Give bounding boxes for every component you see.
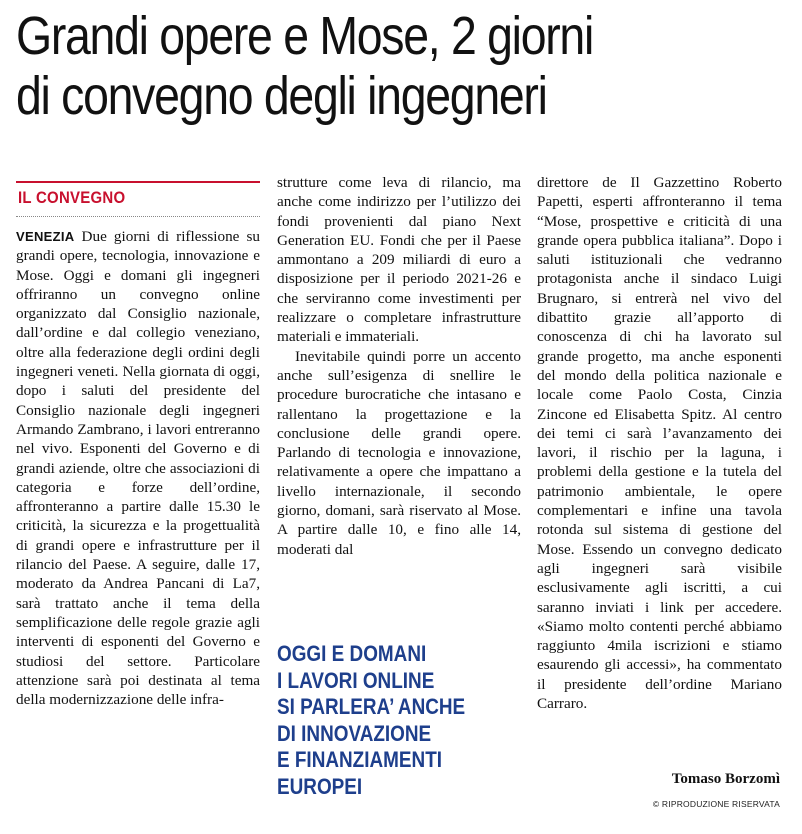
column-1 [16, 227, 260, 709]
headline-line-2: di convegno degli ingegneri [16, 66, 547, 126]
pull-quote-line: DI INNOVAZIONE [277, 720, 432, 746]
author-byline: Tomaso Borzomì [671, 771, 780, 787]
paragraph-text: Due giorni di riflessione su grandi opere, tecnologia, innovazione e Mose. Oggi e domani gli ingegneri offriranno un convegno online organizzato dal Consiglio nazionale, dall’ordine e dal collegio veneziano, oltre alla federazione degli ordini degli ingegneri veneti. Nella giornata di oggi, dopo i saluti del presidente del Consiglio nazionale degli ingegneri Armando Zambrano, i lavori entreranno nel vivo. Esponenti del Governo e di grandi aziende, oltre che associazioni di categoria e forze dell’ordine, affronteranno a partire dalle 15.30 le criticità, la sicurezza e la progettualità di grandi opere e infrastrutture per il rilancio del Paese. A seguire, dalle 17, moderato da Andrea Pancani di La7, sarà trattato anche il tema della semplificazione delle regole grazie agli interventi di esponenti del Governo e studiosi del settore. Particolare attenzione sarà poi destinata al tema della modernizzazione delle infra- [16, 228, 260, 709]
headline-line-1: Grandi opere e Mose, 2 giorni [16, 6, 593, 66]
section-kicker: IL CONVEGNO [18, 188, 126, 207]
pull-quote [277, 641, 487, 800]
pull-quote-line: I LAVORI ONLINE [277, 667, 435, 693]
kicker-bar [16, 181, 260, 217]
paragraph: Inevitabile quindi porre un accento anche sull’esigenza di snellire le procedure burocratiche che intasano e rallentano la progettazione e la conclusione delle grandi opere. Parlando di tecnologia e innovazione, relativamente a opere che impattano a livello internazionale, il secondo giorno, domani, sarà riservato al Mose. A partire dalle 10, e fino alle 14, moderati dal [277, 347, 521, 558]
column-2 [277, 173, 521, 559]
paragraph: direttore de Il Gazzettino Roberto Papetti, esperti affronteranno il tema “Mose, prospettive e criticità di una grande opera pubblica italiana”. Dopo i saluti istituzionali che vedranno protagonista anche il sindaco Luigi Brugnaro, si entrerà nel vivo del dibattito grazie all’apporto di conoscenza di chi ha lavorato sul grande progetto, ma anche esponenti del mondo della politica nazionale e locale come Paolo Costa, Cinzia Zincone ed Elisabetta Spitz. Al centro dei temi ci sarà l’avanzamento dei lavori, il rischio per la laguna, i problemi della gestione e la tutela del patrimonio ambientale, le opere complementari e infine una tavola rotonda sul sistema di gestione del Mose. Essendo un convegno dedicato agli ingegneri sarà visibile esclusivamente agli iscritti, a cui saranno inviati i link per accedere. «Siamo molto contenti perché abbiamo raggiunto 4mila iscrizioni e stiamo esaurendo gli accessi», ha commentato il presidente dell’ordine Mariano Carraro. [537, 174, 782, 713]
paragraph: strutture come leva di rilancio, ma anche come indirizzo per l’utilizzo dei fondi provenienti dal piano Next Generation EU. Fondi che per il Paese ammontano a 209 miliardi di euro a disposizione per il periodo 2021-26 e che serviranno come investimenti per realizzare o completare infrastrutture materiali e immateriali. [277, 174, 521, 346]
dateline: VENEZIA [16, 229, 75, 244]
copyright-notice: © RIPRODUZIONE RISERVATA [652, 799, 780, 809]
pull-quote-line: SI PARLERA’ ANCHE [277, 694, 466, 719]
pull-quote-line: OGGI E DOMANI [277, 641, 427, 666]
column-3 [537, 173, 782, 713]
headline [16, 6, 687, 126]
pull-quote-line: E FINANZIAMENTI [277, 747, 443, 772]
paragraph [16, 227, 260, 709]
pull-quote-line: EUROPEI [277, 773, 363, 799]
